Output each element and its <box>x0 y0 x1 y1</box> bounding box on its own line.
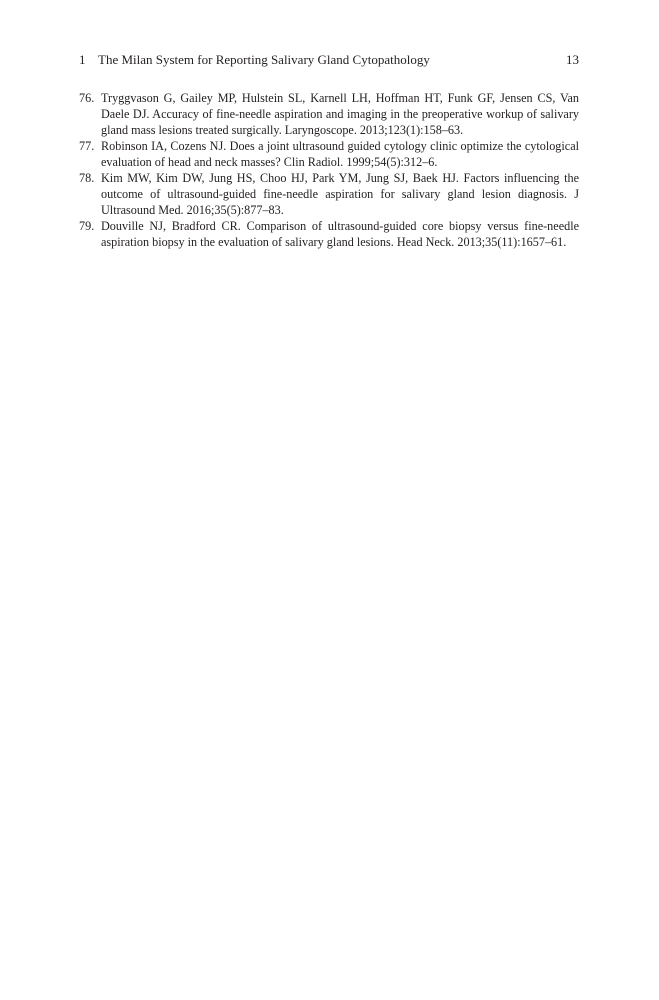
chapter-number: 1 <box>79 52 86 67</box>
running-head <box>79 51 579 69</box>
reference-number: 78. <box>79 171 95 185</box>
chapter-title: The Milan System for Reporting Salivary Gland Cytopathology <box>98 52 430 67</box>
reference-number: 79. <box>79 219 95 233</box>
page-number: 13 <box>566 52 579 67</box>
reference-item <box>79 138 579 170</box>
reference-number: 76. <box>79 91 95 105</box>
reference-text: Kim MW, Kim DW, Jung HS, Choo HJ, Park YM, Jung SJ, Baek HJ. Factors influencing the outcome of ultrasound-guided fine-needle aspiration for salivary gland lesion diagnosis. J Ultrasound Med. 2016;35(5):877–83. <box>101 171 579 217</box>
reference-list <box>79 90 579 250</box>
reference-item <box>79 170 579 218</box>
reference-text: Douville NJ, Bradford CR. Comparison of ultrasound-guided core biopsy versus fine-needle aspiration biopsy in the evaluation of salivary gland lesions. Head Neck. 2013;35(11):1657–61. <box>101 219 579 249</box>
reference-text: Robinson IA, Cozens NJ. Does a joint ultrasound guided cytology clinic optimize the cytological evaluation of head and neck masses? Clin Radiol. 1999;54(5):312–6. <box>101 139 579 169</box>
reference-number: 77. <box>79 139 95 153</box>
reference-text: Tryggvason G, Gailey MP, Hulstein SL, Karnell LH, Hoffman HT, Funk GF, Jensen CS, Van Daele DJ. Accuracy of fine-needle aspiration and imaging in the preoperative workup of salivary gland mass lesions treated surgically. Laryngoscope. 2013;123(1):158–63. <box>101 91 579 137</box>
reference-item <box>79 90 579 138</box>
reference-item <box>79 218 579 250</box>
